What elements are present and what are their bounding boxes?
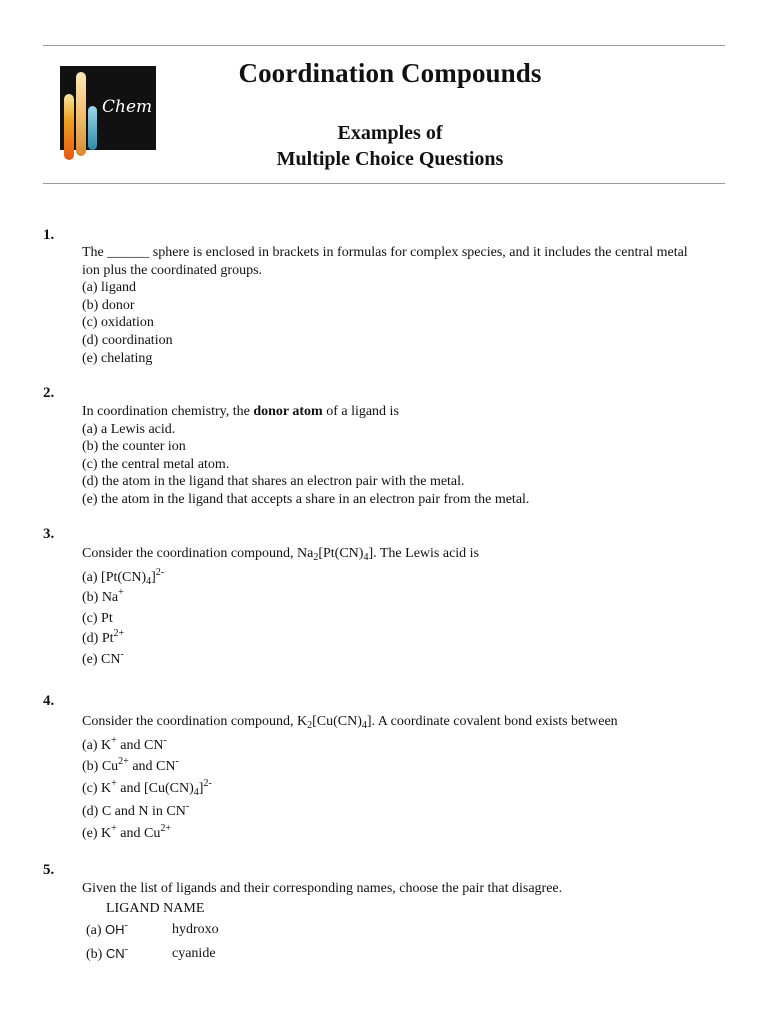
question-number: 3. <box>43 526 55 542</box>
option-d[interactable]: (d) $Pt^{2+}$ <box>82 628 125 646</box>
page-subtitle <box>200 120 580 172</box>
question-stem: In coordination chemistry, the donor atom of a ligand is <box>82 404 399 419</box>
option-b[interactable]: (b) donor <box>82 297 135 313</box>
option-d[interactable]: (d) the atom in the ligand that shares an electron pair with the metal. <box>82 474 465 490</box>
option-b[interactable]: (b) $Cu^{2+}$ and CN- <box>82 756 179 774</box>
logo-text: Chem <box>102 97 153 117</box>
option-d[interactable]: (d) coordination <box>82 332 173 348</box>
option-a[interactable]: (a) K+ and CN- <box>82 734 167 753</box>
option-c[interactable]: (c) K+ and $[Cu(CN)_4]^{2-}$ <box>82 777 212 798</box>
option-b[interactable]: (b) Na+ <box>82 587 124 605</box>
ligand-table-header: LIGAND NAME <box>106 901 205 916</box>
option-c[interactable]: (c) oxidation <box>82 315 154 331</box>
question-stem: The ______ sphere is enclosed in brackets in formulas for complex species, and it includes the central metal ion plus the coordinated groups. <box>82 245 688 278</box>
option-b[interactable]: (b) CN- cyanide <box>86 943 216 962</box>
option-a[interactable]: (a) ligand <box>82 280 137 296</box>
option-c[interactable]: (c) the central metal atom. <box>82 456 230 472</box>
question-number: 5. <box>43 862 55 878</box>
donor-atom-term: donor atom <box>253 404 323 419</box>
option-a[interactable]: (a) a Lewis acid. <box>82 421 176 437</box>
option-e[interactable]: (e) K+ and $Cu^{2+}$ <box>82 822 171 841</box>
question-number: 2. <box>43 385 55 401</box>
subtitle-line-1: Examples of <box>337 122 443 144</box>
top-divider <box>43 45 725 46</box>
option-a[interactable]: (a) OH- hydroxo <box>86 919 219 938</box>
option-e[interactable]: (e) chelating <box>82 350 153 366</box>
question-stem: Consider the coordination compound, $K_2[Cu(CN)_4]$. A coordinate covalent bond exists between <box>82 714 618 731</box>
option-c[interactable]: (c) Pt <box>82 610 113 626</box>
question-stem: Given the list of ligands and their corresponding names, choose the pair that disagree. <box>82 881 563 896</box>
option-d[interactable]: (d) C and N in CN- <box>82 801 190 819</box>
question-number: 1. <box>43 227 55 243</box>
option-e[interactable]: (e) CN- <box>82 648 124 667</box>
question-number: 4. <box>43 693 55 709</box>
subtitle-line-2: Multiple Choice Questions <box>276 148 504 170</box>
option-b[interactable]: (b) the counter ion <box>82 439 186 455</box>
header-bottom-divider <box>43 183 725 184</box>
option-e[interactable]: (e) the atom in the ligand that accepts a share in an electron pair from the metal. <box>82 491 530 507</box>
ligand-table <box>82 900 722 966</box>
page-title: Coordination Compounds <box>238 58 542 88</box>
chem-logo <box>60 66 156 164</box>
option-a[interactable]: (a) $[Pt(CN)_4]^{2-}$ <box>82 566 165 587</box>
question-stem: Consider the coordination compound, $Na_2[Pt(CN)_4]$. The Lewis acid is <box>82 546 480 563</box>
